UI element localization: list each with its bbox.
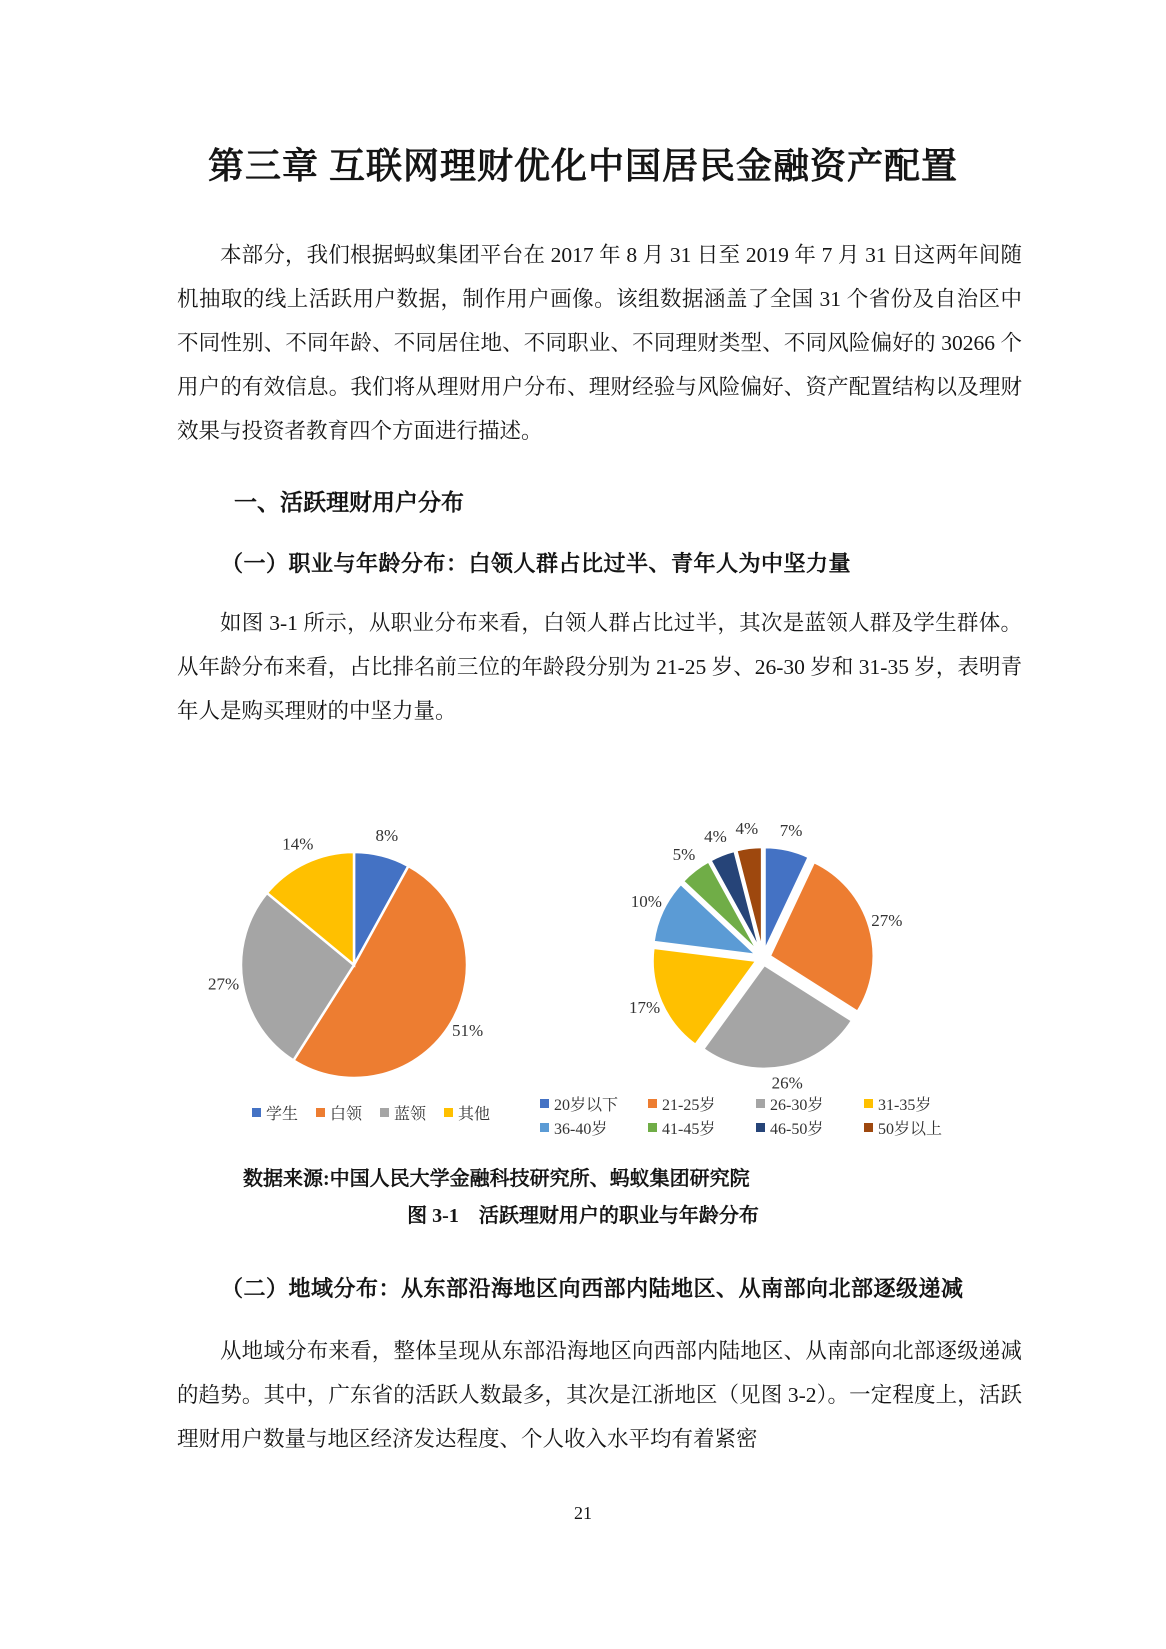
age-data-label-3: 17% [629, 998, 661, 1018]
legend-swatch-icon [380, 1108, 389, 1117]
legend-swatch-icon [864, 1123, 873, 1132]
age-data-label-6: 4% [704, 826, 727, 846]
occupation-legend-item-0 [252, 1101, 298, 1124]
legend-label: 蓝领 [394, 1106, 427, 1123]
figure-3-1-pie-charts [0, 780, 1166, 1110]
age-data-label-7: 4% [735, 818, 759, 838]
chapter-title: 第三章 互联网理财优化中国居民金融资产配置 [207, 146, 958, 186]
legend-label: 白领 [330, 1106, 363, 1123]
legend-label: 31-35岁 [878, 1097, 932, 1114]
page-number: 21 [574, 1503, 592, 1523]
legend-swatch-icon [540, 1099, 549, 1108]
paragraph-occupation-age: 如图 3-1 所示，从职业分布来看，白领人群占比过半，其次是蓝领人群及学生群体。从年龄分布来看，占比排名前三位的年龄段分别为 21-25 岁、26-30 岁和 31-35 岁，表明青年人是购买理财的中坚力量。 [177, 611, 1022, 723]
age-legend-item-7 [864, 1116, 972, 1139]
legend-swatch-icon [648, 1099, 657, 1108]
occupation-data-label-2: 27% [208, 974, 240, 994]
age-data-label-2: 26% [771, 1073, 803, 1093]
legend-label: 46-50岁 [770, 1121, 824, 1138]
occupation-legend-item-3 [444, 1101, 490, 1124]
age-legend-item-2 [756, 1092, 864, 1115]
age-legend [540, 1092, 972, 1139]
age-legend-item-6 [756, 1116, 864, 1139]
legend-swatch-icon [756, 1099, 765, 1108]
age-legend-item-0 [540, 1092, 648, 1115]
legend-label: 20岁以下 [554, 1097, 619, 1114]
legend-swatch-icon [756, 1123, 765, 1132]
legend-swatch-icon [316, 1108, 325, 1117]
occupation-data-label-0: 8% [375, 826, 399, 846]
paragraph-region: 从地域分布来看，整体呈现从东部沿海地区向西部内陆地区、从南部向北部逐级递减的趋势。其中，广东省的活跃人数最多，其次是江浙地区（见图 3-2）。一定程度上，活跃理财用户数量与地区经济发达程度、个人收入水平均有着紧密 [177, 1339, 1022, 1451]
legend-swatch-icon [252, 1108, 261, 1117]
age-data-label-0: 7% [779, 821, 803, 841]
age-legend-item-4 [540, 1116, 648, 1139]
age-data-label-4: 10% [630, 891, 662, 911]
legend-swatch-icon [540, 1123, 549, 1132]
age-legend-item-5 [648, 1116, 756, 1139]
legend-swatch-icon [444, 1108, 453, 1117]
legend-label: 26-30岁 [770, 1097, 824, 1114]
legend-label: 学生 [266, 1106, 299, 1123]
occupation-legend-item-1 [316, 1101, 362, 1124]
figure-caption: 图 3-1 活跃理财用户的职业与年龄分布 [407, 1205, 759, 1227]
age-legend-item-3 [864, 1092, 972, 1115]
occupation-legend [252, 1101, 490, 1124]
figure-source: 数据来源:中国人民大学金融科技研究所、蚂蚁集团研究院 [243, 1168, 750, 1190]
age-data-label-5: 5% [672, 844, 696, 864]
subsection-heading-2: （二）地域分布：从东部沿海地区向西部内陆地区、从南部向北部逐级递减 [221, 1276, 964, 1301]
legend-swatch-icon [864, 1099, 873, 1108]
age-legend-item-1 [648, 1092, 756, 1115]
section-heading-1: 一、活跃理财用户分布 [234, 490, 464, 515]
occupation-data-label-1: 51% [452, 1021, 484, 1041]
legend-label: 21-25岁 [662, 1097, 716, 1114]
legend-label: 41-45岁 [662, 1121, 716, 1138]
occupation-data-label-3: 14% [282, 834, 314, 854]
paragraph-intro: 本部分，我们根据蚂蚁集团平台在 2017 年 8 月 31 日至 2019 年 7 月 31 日这两年间随机抽取的线上活跃用户数据，制作用户画像。该组数据涵盖了全国 31 个省份及自治区中不同性别、不同年龄、不同居住地、不同职业、不同理财类型、不同风险偏好的 30266 个用户的有效信息。我们将从理财用户分布、理财经验与风险偏好、资产配置结构以及理财效果与投资者教育四个方面进行描述。 [177, 243, 1022, 443]
legend-label: 50岁以上 [878, 1121, 943, 1138]
occupation-legend-item-2 [380, 1101, 426, 1124]
subsection-heading-1: （一）职业与年龄分布：白领人群占比过半、青年人为中坚力量 [221, 551, 852, 576]
legend-label: 36-40岁 [554, 1121, 608, 1138]
legend-label: 其他 [458, 1106, 491, 1123]
age-data-label-1: 27% [871, 910, 903, 930]
legend-swatch-icon [648, 1123, 657, 1132]
